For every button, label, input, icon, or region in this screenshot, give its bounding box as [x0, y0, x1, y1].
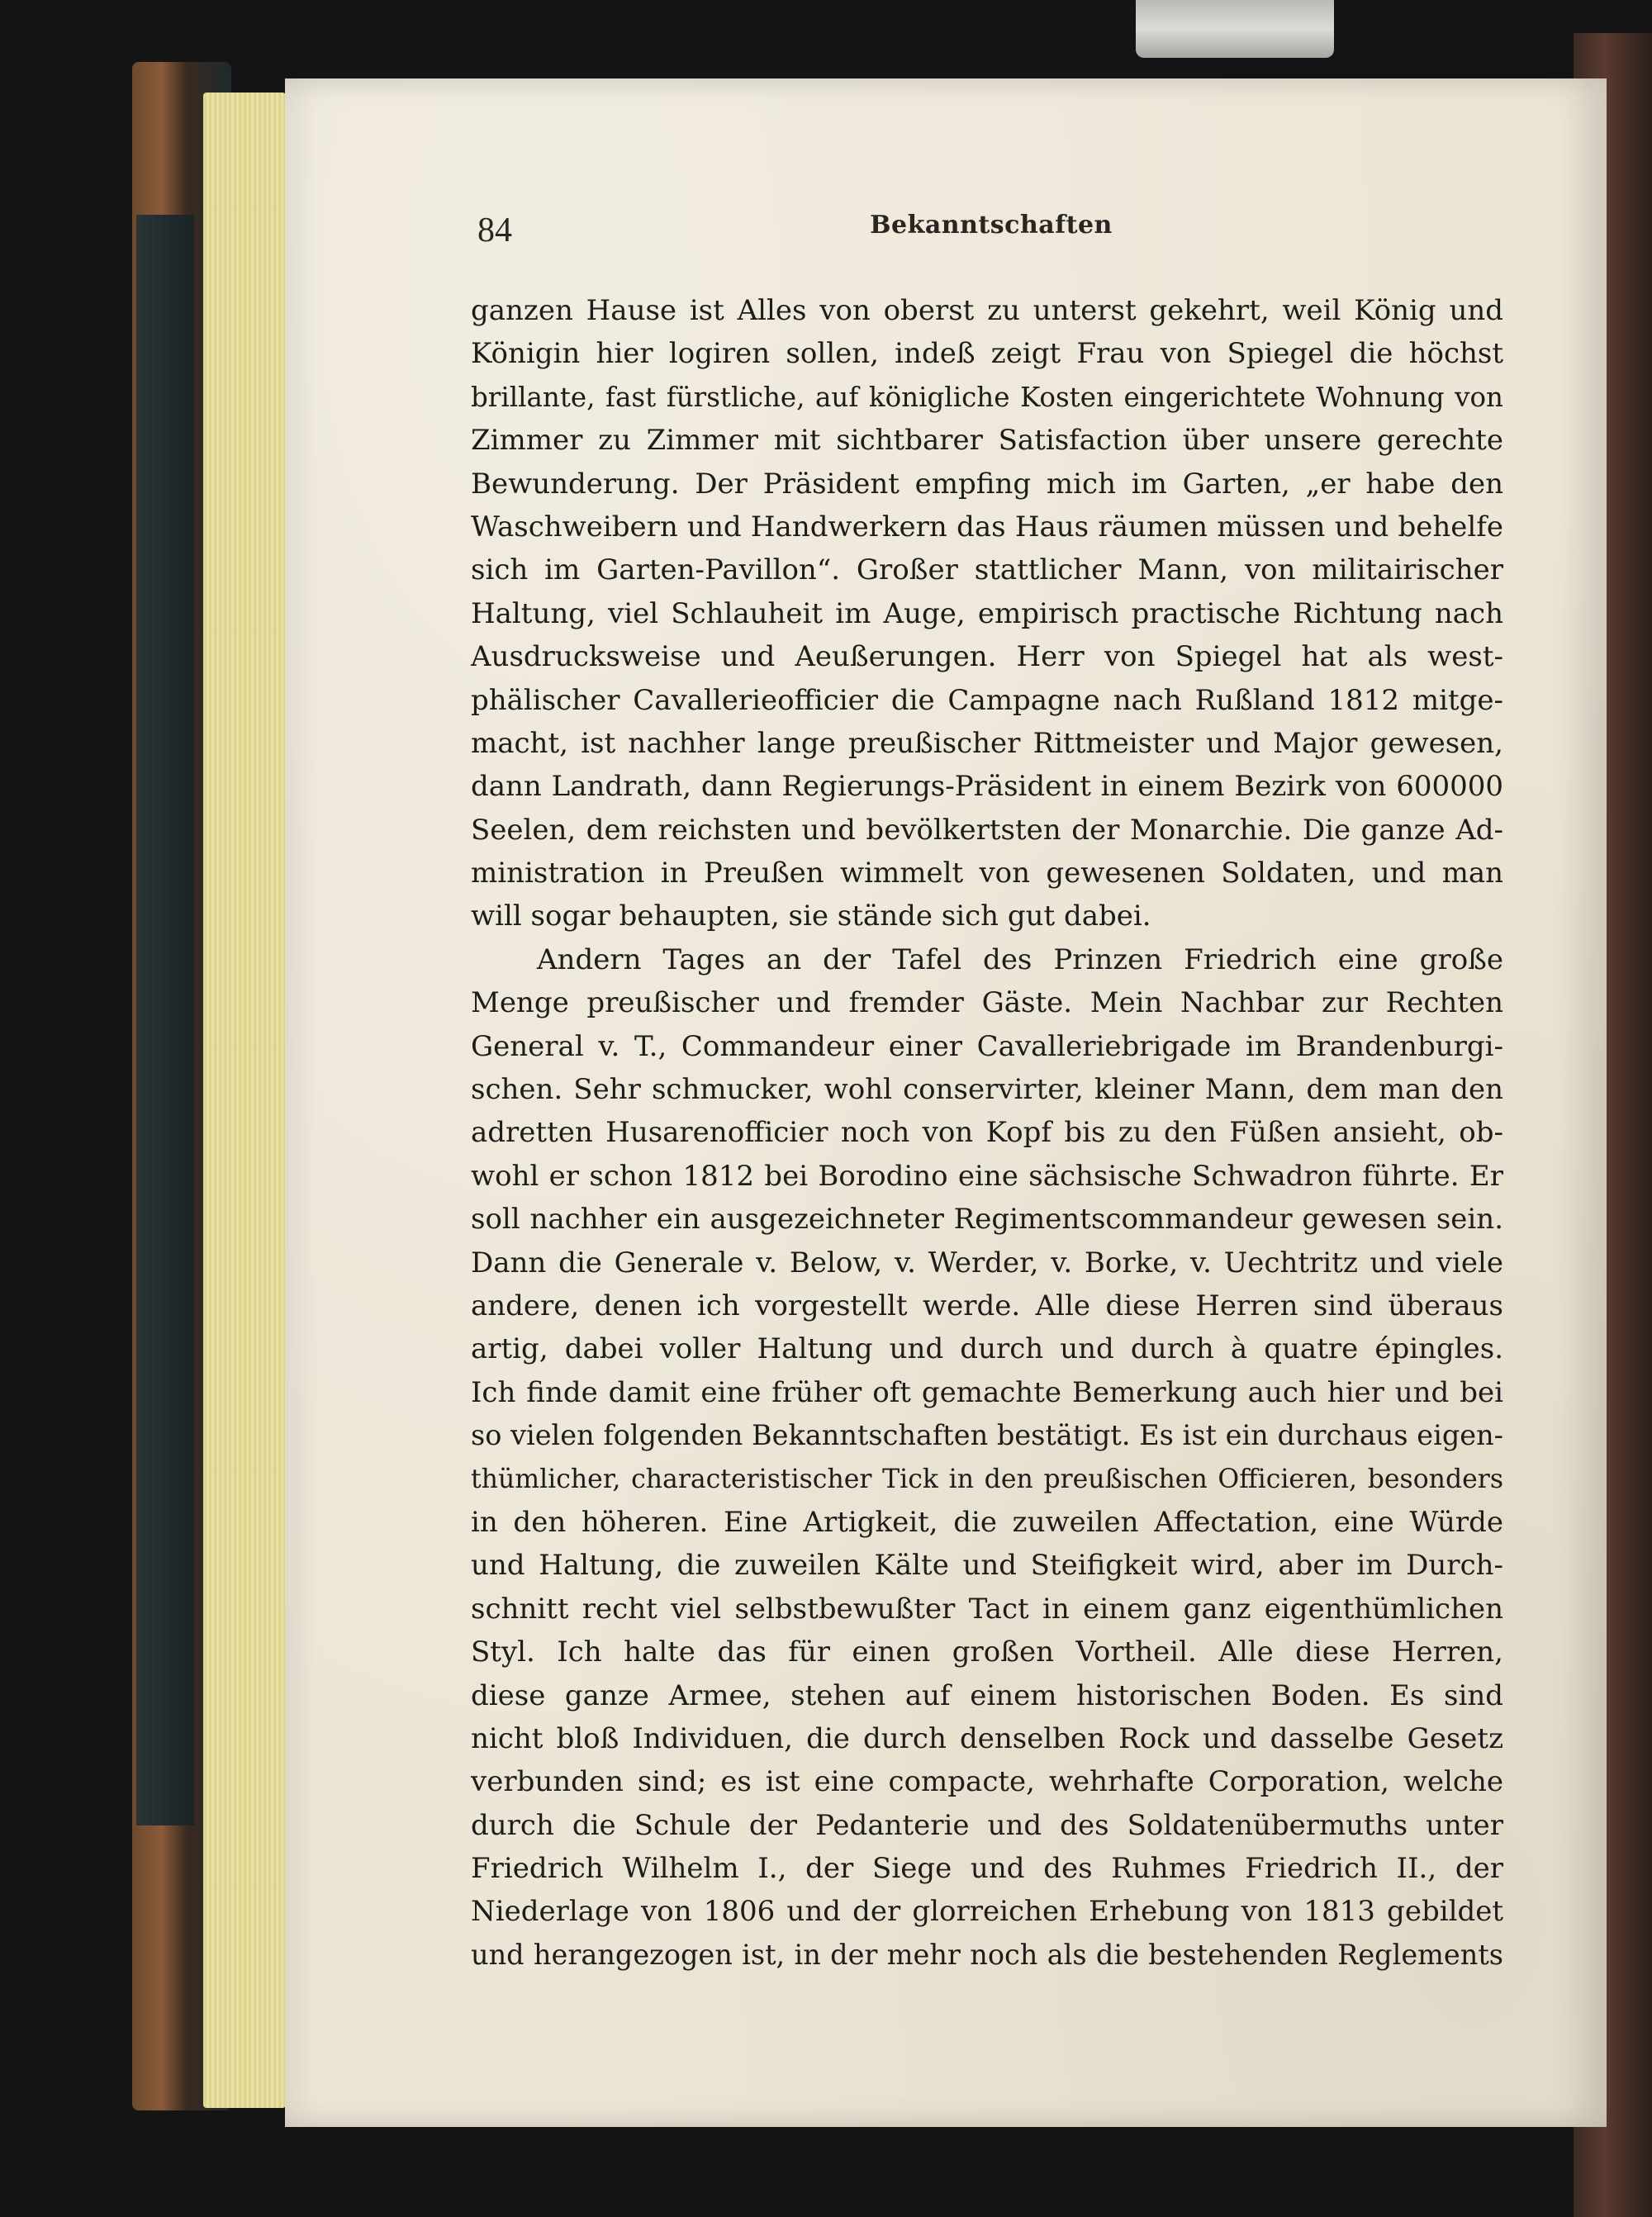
bookmark-clip: [1136, 0, 1334, 58]
text-line: Niederlage von 1806 und der glorreichen Erhebung von 1813 gebildet: [471, 1895, 1503, 1929]
text-line: Menge preußischer und fremder Gäste. Mein Nachbar zur Rechten: [471, 986, 1503, 1020]
text-line: Königin hier logiren sollen, indeß zeigt Frau von Spiegel die höchst: [471, 337, 1503, 371]
text-line: Waschweibern und Handwerkern das Haus räumen müssen und behelfe: [471, 510, 1503, 544]
text-line: dann Landrath, dann Regierungs-Präsident in einem Bezirk von 600000: [471, 770, 1503, 804]
text-line: adretten Husarenofficier noch von Kopf bis zu den Füßen ansieht, ob-: [471, 1116, 1503, 1150]
text-line: Dann die Generale v. Below, v. Werder, v. Borke, v. Uechtritz und viele: [471, 1246, 1503, 1279]
text-line: ministration in Preußen wimmelt von gewesenen Soldaten, und man: [471, 857, 1503, 890]
text-line: in den höheren. Eine Artigkeit, die zuweilen Affectation, eine Würde: [471, 1505, 1503, 1539]
text-line: schen. Sehr schmucker, wohl conservirter, kleiner Mann, dem man den: [471, 1073, 1503, 1107]
text-line: nicht bloß Individuen, die durch denselben Rock und dasselbe Gesetz: [471, 1721, 1503, 1755]
page-number: 84: [477, 211, 512, 249]
text-line: und herangezogen ist, in der mehr noch als die bestehenden Reglements: [471, 1938, 1503, 1971]
text-line: Haltung, viel Schlauheit im Auge, empirisch practische Richtung nach: [471, 596, 1503, 630]
text-line: andere, denen ich vorgestellt werde. Alle diese Herren sind überaus: [471, 1289, 1503, 1322]
text-line: thümlicher, characteristischer Tick in den preußischen Officieren, besonders: [471, 1464, 1503, 1494]
text-line: sich im Garten-Pavillon“. Großer stattlicher Mann, von militairischer: [471, 553, 1503, 587]
text-line: Andern Tages an der Tafel des Prinzen Friedrich eine große: [537, 942, 1503, 976]
text-line: diese ganze Armee, stehen auf einem historischen Boden. Es sind: [471, 1678, 1503, 1712]
text-line: soll nachher ein ausgezeichneter Regimentscommandeur gewesen sein.: [471, 1203, 1503, 1237]
text-line: Ausdrucksweise und Aeußerungen. Herr von Spiegel hat als west-: [471, 640, 1503, 674]
text-line: brillante, fast fürstliche, auf königliche Kosten eingerichtete Wohnung von: [471, 381, 1503, 413]
text-line: phälischer Cavallerieofficier die Campagne nach Rußland 1812 mitge-: [471, 683, 1503, 717]
text-line: schnitt recht viel selbstbewußter Tact in einem ganz eigenthümlichen: [471, 1592, 1503, 1626]
text-line: will sogar behaupten, sie stände sich gut dabei.: [471, 900, 1151, 933]
text-line: verbunden sind; es ist eine compacte, wehrhafte Corporation, welche: [471, 1765, 1503, 1799]
text-line: Zimmer zu Zimmer mit sichtbarer Satisfaction über unsere gerechte: [471, 424, 1503, 458]
text-line: artig, dabei voller Haltung und durch und durch à quatre épingles.: [471, 1332, 1503, 1366]
text-line: macht, ist nachher lange preußischer Rittmeister und Major gewesen,: [471, 726, 1503, 760]
text-line: ganzen Hause ist Alles von oberst zu unterst gekehrt, weil König und: [471, 294, 1503, 327]
text-line: und Haltung, die zuweilen Kälte und Steifigkeit wird, aber im Durch-: [471, 1549, 1503, 1583]
text-line: Friedrich Wilhelm I., der Siege und des Ruhmes Friedrich II., der: [471, 1852, 1503, 1886]
body-text: [471, 289, 1503, 1977]
text-line: General v. T., Commandeur einer Cavalleriebrigade im Brandenburgi-: [471, 1029, 1503, 1063]
text-line: wohl er schon 1812 bei Borodino eine sächsische Schwadron führte. Er: [471, 1159, 1503, 1193]
page-edges: [203, 93, 286, 2108]
running-head: Bekanntschaften: [870, 211, 1113, 240]
text-line: so vielen folgenden Bekanntschaften bestätigt. Es ist ein durchaus eigen-: [471, 1419, 1503, 1452]
text-line: Ich finde damit eine früher oft gemachte Bemerkung auch hier und bei: [471, 1375, 1503, 1409]
text-line: Seelen, dem reichsten und bevölkertsten der Monarchie. Die ganze Ad-: [471, 813, 1503, 847]
book-cover-inner: [136, 215, 194, 1825]
text-line: durch die Schule der Pedanterie und des Soldatenübermuths unter: [471, 1808, 1503, 1842]
text-line: Styl. Ich halte das für einen großen Vortheil. Alle diese Herren,: [471, 1635, 1503, 1669]
text-line: Bewunderung. Der Präsident empfing mich im Garten, „er habe den: [471, 467, 1503, 501]
